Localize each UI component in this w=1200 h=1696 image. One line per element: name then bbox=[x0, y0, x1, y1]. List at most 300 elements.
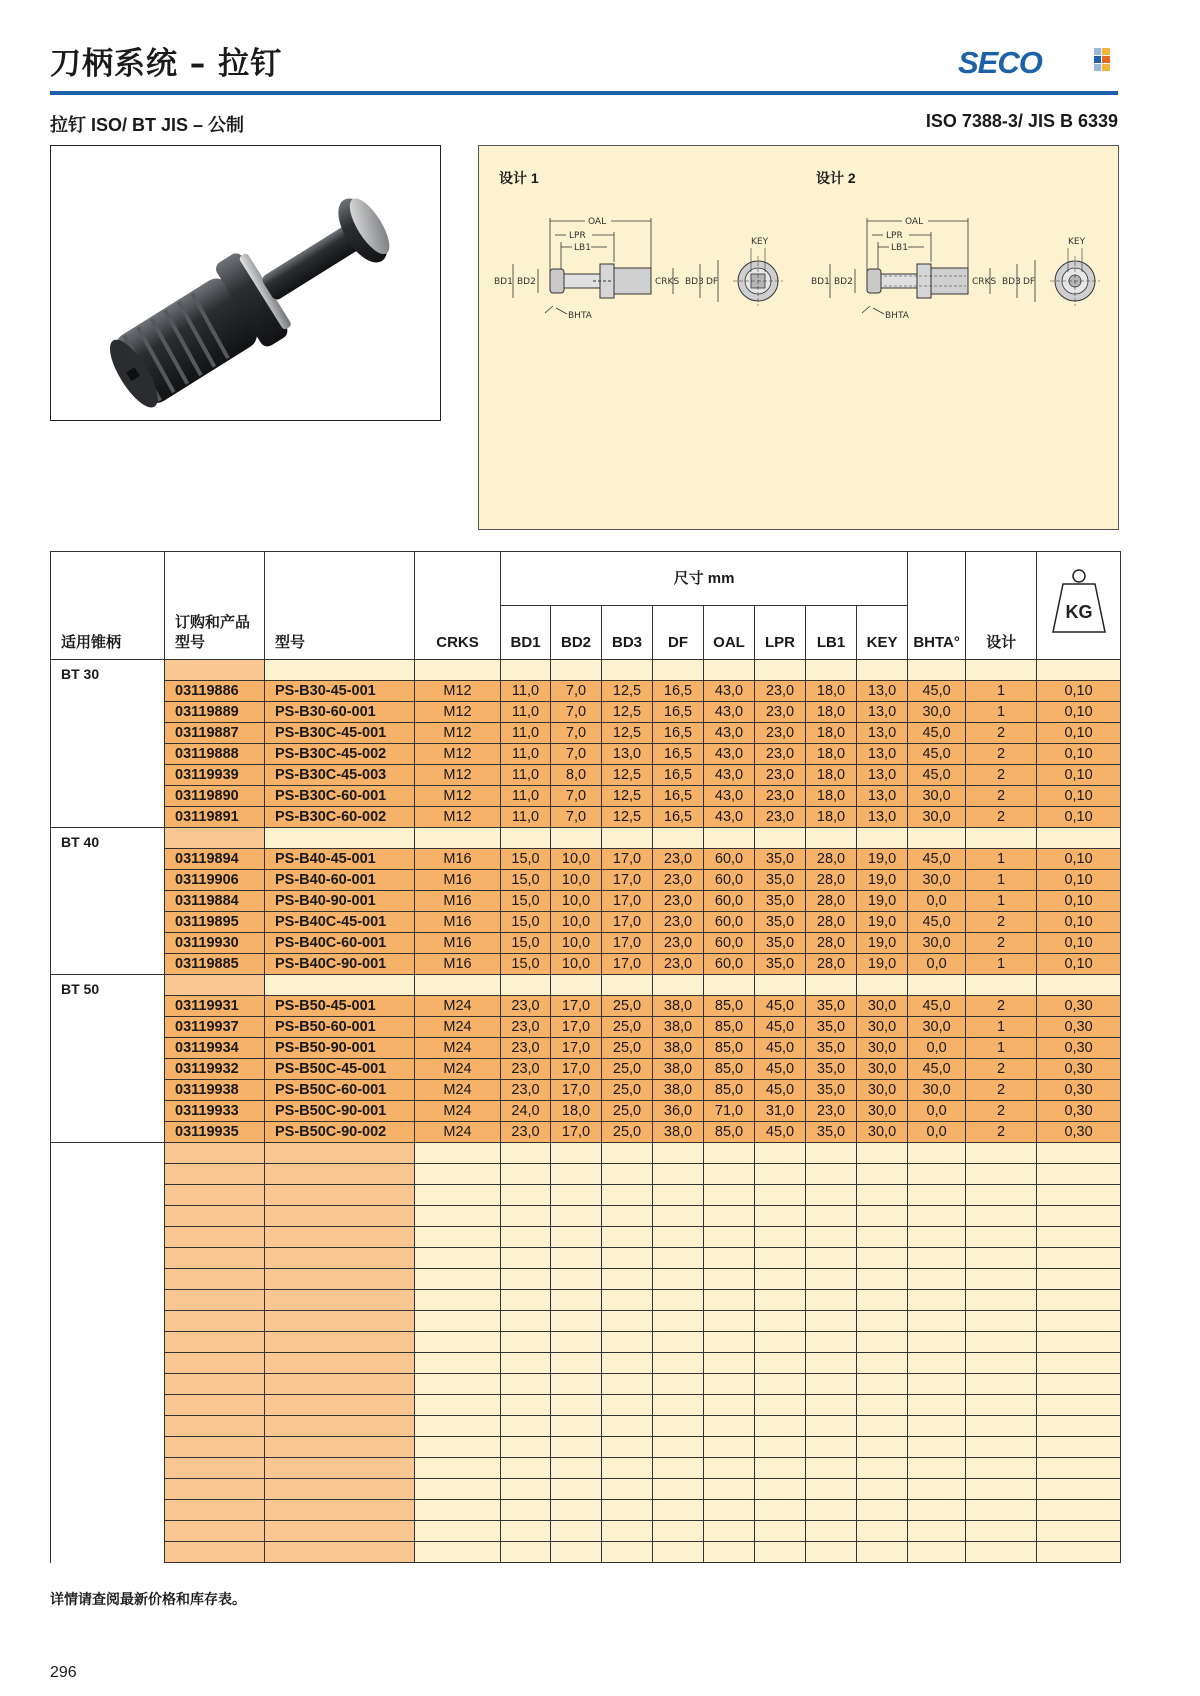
table-row bbox=[51, 1017, 1121, 1038]
footnote: 详情请查阅最新价格和库存表。 bbox=[50, 1592, 246, 1608]
value-cell: 25,0 bbox=[602, 1080, 653, 1101]
empty-row bbox=[51, 1521, 1121, 1542]
value-cell: 12,5 bbox=[602, 786, 653, 807]
empty-row bbox=[51, 1353, 1121, 1374]
svg-text:DF: DF bbox=[706, 277, 719, 287]
header-weight bbox=[1037, 552, 1121, 660]
value-cell: 31,0 bbox=[755, 1101, 806, 1122]
value-cell: 35,0 bbox=[806, 1038, 857, 1059]
value-cell: 23,0 bbox=[501, 1080, 551, 1101]
value-cell: 0,10 bbox=[1037, 870, 1121, 891]
model-cell: PS-B30-45-001 bbox=[265, 681, 415, 702]
pull-stud-table bbox=[50, 551, 1120, 1563]
value-cell: 45,0 bbox=[908, 996, 966, 1017]
value-cell: 35,0 bbox=[755, 912, 806, 933]
table-row bbox=[51, 1122, 1121, 1143]
value-cell: 13,0 bbox=[857, 744, 908, 765]
model-cell: PS-B50-45-001 bbox=[265, 996, 415, 1017]
header-design: 设计 bbox=[966, 552, 1037, 660]
header-bd2: BD2 bbox=[551, 606, 602, 660]
design-1-drawing bbox=[493, 214, 793, 324]
table-row bbox=[51, 996, 1121, 1017]
value-cell: 23,0 bbox=[755, 681, 806, 702]
order-code-cell: 03119884 bbox=[165, 891, 265, 912]
table-row bbox=[51, 786, 1121, 807]
value-cell: 16,5 bbox=[653, 723, 704, 744]
value-cell: 25,0 bbox=[602, 1059, 653, 1080]
empty-row bbox=[51, 1269, 1121, 1290]
header-oal: OAL bbox=[704, 606, 755, 660]
empty-row bbox=[51, 1185, 1121, 1206]
value-cell: 28,0 bbox=[806, 954, 857, 975]
model-cell: PS-B30C-45-003 bbox=[265, 765, 415, 786]
value-cell: 23,0 bbox=[755, 807, 806, 828]
order-code-cell: 03119933 bbox=[165, 1101, 265, 1122]
empty-row bbox=[51, 1500, 1121, 1521]
value-cell: 17,0 bbox=[602, 954, 653, 975]
page-title: 刀柄系统 – 拉钉 bbox=[50, 46, 283, 82]
header-bhta: BHTA° bbox=[908, 552, 966, 660]
table-row bbox=[51, 891, 1121, 912]
value-cell: 38,0 bbox=[653, 1122, 704, 1143]
value-cell: 11,0 bbox=[501, 744, 551, 765]
value-cell: 35,0 bbox=[806, 996, 857, 1017]
model-cell: PS-B30C-60-002 bbox=[265, 807, 415, 828]
value-cell: 2 bbox=[966, 1080, 1037, 1101]
value-cell: 45,0 bbox=[908, 1059, 966, 1080]
value-cell: 17,0 bbox=[602, 933, 653, 954]
value-cell: 30,0 bbox=[908, 1080, 966, 1101]
value-cell: 1 bbox=[966, 891, 1037, 912]
svg-text:DF: DF bbox=[1023, 277, 1036, 287]
value-cell: 18,0 bbox=[806, 681, 857, 702]
value-cell: 2 bbox=[966, 996, 1037, 1017]
value-cell: 0,30 bbox=[1037, 1038, 1121, 1059]
value-cell: 0,10 bbox=[1037, 723, 1121, 744]
value-cell: M12 bbox=[415, 765, 501, 786]
header-lpr: LPR bbox=[755, 606, 806, 660]
value-cell: 13,0 bbox=[857, 786, 908, 807]
order-code-cell: 03119935 bbox=[165, 1122, 265, 1143]
table-row bbox=[51, 870, 1121, 891]
value-cell: 30,0 bbox=[908, 702, 966, 723]
order-code-cell: 03119885 bbox=[165, 954, 265, 975]
value-cell: 15,0 bbox=[501, 849, 551, 870]
svg-text:BD3: BD3 bbox=[1002, 277, 1021, 287]
value-cell: 15,0 bbox=[501, 954, 551, 975]
value-cell: 45,0 bbox=[755, 1038, 806, 1059]
value-cell: 60,0 bbox=[704, 954, 755, 975]
header-key: KEY bbox=[857, 606, 908, 660]
value-cell: M12 bbox=[415, 702, 501, 723]
svg-text:BD1: BD1 bbox=[494, 277, 513, 287]
svg-text:BD3: BD3 bbox=[685, 277, 704, 287]
value-cell: 7,0 bbox=[551, 744, 602, 765]
value-cell: 0,30 bbox=[1037, 996, 1121, 1017]
value-cell: 0,10 bbox=[1037, 954, 1121, 975]
value-cell: 38,0 bbox=[653, 1038, 704, 1059]
value-cell: 23,0 bbox=[755, 765, 806, 786]
value-cell: 35,0 bbox=[806, 1080, 857, 1101]
header-dimensions-group: 尺寸 mm bbox=[501, 552, 908, 606]
empty-row bbox=[51, 1458, 1121, 1479]
value-cell: 23,0 bbox=[501, 1017, 551, 1038]
table-row bbox=[51, 765, 1121, 786]
value-cell: 2 bbox=[966, 1122, 1037, 1143]
model-cell: PS-B50C-90-002 bbox=[265, 1122, 415, 1143]
value-cell: 15,0 bbox=[501, 912, 551, 933]
value-cell: 60,0 bbox=[704, 933, 755, 954]
svg-text:OAL: OAL bbox=[588, 217, 607, 227]
value-cell: M16 bbox=[415, 849, 501, 870]
value-cell: 16,5 bbox=[653, 786, 704, 807]
page-number: 296 bbox=[50, 1664, 77, 1681]
brand-text: SECO bbox=[958, 45, 1042, 80]
value-cell: 10,0 bbox=[551, 933, 602, 954]
value-cell: 23,0 bbox=[501, 1122, 551, 1143]
design-2-drawing bbox=[810, 214, 1110, 324]
value-cell: 13,0 bbox=[857, 723, 908, 744]
group-spacer-row bbox=[51, 975, 1121, 996]
svg-text:BD1: BD1 bbox=[811, 277, 830, 287]
value-cell: 0,10 bbox=[1037, 744, 1121, 765]
svg-text:KG: KG bbox=[1065, 601, 1093, 622]
value-cell: 11,0 bbox=[501, 702, 551, 723]
value-cell: 85,0 bbox=[704, 1038, 755, 1059]
value-cell: 45,0 bbox=[755, 1080, 806, 1101]
value-cell: 19,0 bbox=[857, 891, 908, 912]
table-row bbox=[51, 954, 1121, 975]
value-cell: 1 bbox=[966, 870, 1037, 891]
value-cell: 2 bbox=[966, 912, 1037, 933]
table-row bbox=[51, 702, 1121, 723]
value-cell: 10,0 bbox=[551, 954, 602, 975]
svg-text:LB1: LB1 bbox=[574, 243, 591, 253]
value-cell: 17,0 bbox=[551, 1038, 602, 1059]
value-cell: 25,0 bbox=[602, 1017, 653, 1038]
value-cell: 30,0 bbox=[908, 786, 966, 807]
value-cell: M24 bbox=[415, 996, 501, 1017]
product-photo bbox=[50, 145, 441, 421]
value-cell: 7,0 bbox=[551, 786, 602, 807]
value-cell: 60,0 bbox=[704, 891, 755, 912]
value-cell: 23,0 bbox=[653, 891, 704, 912]
value-cell: 30,0 bbox=[857, 1101, 908, 1122]
value-cell: 45,0 bbox=[908, 849, 966, 870]
value-cell: 15,0 bbox=[501, 891, 551, 912]
value-cell: 18,0 bbox=[806, 807, 857, 828]
value-cell: 0,10 bbox=[1037, 807, 1121, 828]
svg-text:KEY: KEY bbox=[1068, 237, 1086, 247]
value-cell: 1 bbox=[966, 1038, 1037, 1059]
value-cell: 28,0 bbox=[806, 933, 857, 954]
value-cell: 15,0 bbox=[501, 933, 551, 954]
model-cell: PS-B50-90-001 bbox=[265, 1038, 415, 1059]
value-cell: 25,0 bbox=[602, 996, 653, 1017]
value-cell: 71,0 bbox=[704, 1101, 755, 1122]
value-cell: 19,0 bbox=[857, 870, 908, 891]
table-row bbox=[51, 723, 1121, 744]
value-cell: 30,0 bbox=[857, 1059, 908, 1080]
value-cell: 0,0 bbox=[908, 1101, 966, 1122]
value-cell: 45,0 bbox=[908, 681, 966, 702]
model-cell: PS-B40-45-001 bbox=[265, 849, 415, 870]
empty-row bbox=[51, 1374, 1121, 1395]
value-cell: 0,10 bbox=[1037, 891, 1121, 912]
order-code-cell: 03119890 bbox=[165, 786, 265, 807]
value-cell: M12 bbox=[415, 744, 501, 765]
svg-text:LPR: LPR bbox=[569, 231, 586, 241]
value-cell: 13,0 bbox=[857, 681, 908, 702]
value-cell: 17,0 bbox=[602, 912, 653, 933]
value-cell: 43,0 bbox=[704, 807, 755, 828]
empty-row bbox=[51, 1416, 1121, 1437]
value-cell: 16,5 bbox=[653, 681, 704, 702]
order-code-cell: 03119891 bbox=[165, 807, 265, 828]
value-cell: 35,0 bbox=[755, 849, 806, 870]
value-cell: 23,0 bbox=[653, 912, 704, 933]
shank-group-label: BT 50 bbox=[51, 975, 165, 1143]
value-cell: 43,0 bbox=[704, 723, 755, 744]
empty-row bbox=[51, 1248, 1121, 1269]
value-cell: 13,0 bbox=[602, 744, 653, 765]
value-cell: 45,0 bbox=[908, 723, 966, 744]
order-code-cell: 03119888 bbox=[165, 744, 265, 765]
table-row bbox=[51, 807, 1121, 828]
value-cell: 23,0 bbox=[755, 786, 806, 807]
value-cell: 45,0 bbox=[908, 912, 966, 933]
table-row bbox=[51, 933, 1121, 954]
value-cell: 23,0 bbox=[653, 933, 704, 954]
value-cell: 1 bbox=[966, 1017, 1037, 1038]
seco-logo bbox=[958, 44, 1118, 80]
svg-text:KEY: KEY bbox=[751, 237, 769, 247]
value-cell: M24 bbox=[415, 1122, 501, 1143]
value-cell: 35,0 bbox=[806, 1122, 857, 1143]
value-cell: 17,0 bbox=[551, 1059, 602, 1080]
value-cell: 30,0 bbox=[908, 1017, 966, 1038]
empty-row bbox=[51, 1395, 1121, 1416]
value-cell: M16 bbox=[415, 870, 501, 891]
value-cell: 30,0 bbox=[857, 1122, 908, 1143]
value-cell: 0,30 bbox=[1037, 1080, 1121, 1101]
header-df: DF bbox=[653, 606, 704, 660]
value-cell: 16,5 bbox=[653, 765, 704, 786]
order-code-cell: 03119895 bbox=[165, 912, 265, 933]
value-cell: 7,0 bbox=[551, 702, 602, 723]
value-cell: 45,0 bbox=[755, 1122, 806, 1143]
empty-row bbox=[51, 1227, 1121, 1248]
value-cell: M12 bbox=[415, 681, 501, 702]
svg-text:OAL: OAL bbox=[905, 217, 924, 227]
order-code-cell: 03119938 bbox=[165, 1080, 265, 1101]
model-cell: PS-B30-60-001 bbox=[265, 702, 415, 723]
group-spacer-row bbox=[51, 660, 1121, 681]
header-lb1: LB1 bbox=[806, 606, 857, 660]
value-cell: 2 bbox=[966, 723, 1037, 744]
empty-row bbox=[51, 1479, 1121, 1500]
order-code-cell: 03119939 bbox=[165, 765, 265, 786]
order-code-cell: 03119934 bbox=[165, 1038, 265, 1059]
value-cell: 38,0 bbox=[653, 1017, 704, 1038]
value-cell: 7,0 bbox=[551, 723, 602, 744]
value-cell: 1 bbox=[966, 681, 1037, 702]
value-cell: 38,0 bbox=[653, 1080, 704, 1101]
value-cell: 2 bbox=[966, 807, 1037, 828]
value-cell: 15,0 bbox=[501, 870, 551, 891]
value-cell: 2 bbox=[966, 786, 1037, 807]
value-cell: 85,0 bbox=[704, 1080, 755, 1101]
value-cell: 0,30 bbox=[1037, 1101, 1121, 1122]
model-cell: PS-B40-90-001 bbox=[265, 891, 415, 912]
value-cell: 43,0 bbox=[704, 702, 755, 723]
value-cell: 10,0 bbox=[551, 849, 602, 870]
value-cell: 45,0 bbox=[908, 765, 966, 786]
empty-row bbox=[51, 1290, 1121, 1311]
value-cell: M12 bbox=[415, 807, 501, 828]
value-cell: 23,0 bbox=[653, 849, 704, 870]
value-cell: 38,0 bbox=[653, 1059, 704, 1080]
table-row bbox=[51, 1038, 1121, 1059]
value-cell: 0,0 bbox=[908, 1122, 966, 1143]
model-cell: PS-B50-60-001 bbox=[265, 1017, 415, 1038]
value-cell: 17,0 bbox=[551, 1080, 602, 1101]
value-cell: 43,0 bbox=[704, 786, 755, 807]
order-code-cell: 03119887 bbox=[165, 723, 265, 744]
value-cell: 12,5 bbox=[602, 702, 653, 723]
value-cell: 43,0 bbox=[704, 765, 755, 786]
value-cell: 17,0 bbox=[602, 870, 653, 891]
table-row bbox=[51, 1059, 1121, 1080]
model-cell: PS-B40C-90-001 bbox=[265, 954, 415, 975]
value-cell: 35,0 bbox=[755, 891, 806, 912]
value-cell: 1 bbox=[966, 702, 1037, 723]
value-cell: 2 bbox=[966, 744, 1037, 765]
value-cell: 13,0 bbox=[857, 702, 908, 723]
value-cell: 23,0 bbox=[501, 1038, 551, 1059]
value-cell: 35,0 bbox=[806, 1059, 857, 1080]
value-cell: M24 bbox=[415, 1059, 501, 1080]
title-divider bbox=[50, 91, 1118, 95]
model-cell: PS-B30C-45-002 bbox=[265, 744, 415, 765]
value-cell: 28,0 bbox=[806, 891, 857, 912]
value-cell: 0,10 bbox=[1037, 786, 1121, 807]
value-cell: 1 bbox=[966, 849, 1037, 870]
value-cell: 16,5 bbox=[653, 744, 704, 765]
value-cell: 28,0 bbox=[806, 870, 857, 891]
header-crks: CRKS bbox=[415, 552, 501, 660]
empty-row bbox=[51, 1311, 1121, 1332]
value-cell: 0,30 bbox=[1037, 1122, 1121, 1143]
value-cell: 17,0 bbox=[551, 1122, 602, 1143]
value-cell: 0,30 bbox=[1037, 1017, 1121, 1038]
weight-icon bbox=[1051, 566, 1107, 640]
svg-text:BD2: BD2 bbox=[517, 277, 536, 287]
group-spacer-row bbox=[51, 828, 1121, 849]
order-code-cell: 03119931 bbox=[165, 996, 265, 1017]
value-cell: 35,0 bbox=[755, 870, 806, 891]
header-model: 型号 bbox=[265, 552, 415, 660]
value-cell: 30,0 bbox=[908, 933, 966, 954]
value-cell: 16,5 bbox=[653, 702, 704, 723]
design-2-label: 设计 2 bbox=[816, 170, 856, 186]
header-order-code: 订购和产品型号 bbox=[165, 552, 265, 660]
empty-row bbox=[51, 1206, 1121, 1227]
design-1-label: 设计 1 bbox=[499, 170, 539, 186]
value-cell: 18,0 bbox=[806, 744, 857, 765]
value-cell: 85,0 bbox=[704, 1059, 755, 1080]
value-cell: 11,0 bbox=[501, 681, 551, 702]
value-cell: 8,0 bbox=[551, 765, 602, 786]
value-cell: 45,0 bbox=[908, 744, 966, 765]
value-cell: M12 bbox=[415, 723, 501, 744]
value-cell: 0,10 bbox=[1037, 765, 1121, 786]
value-cell: 10,0 bbox=[551, 912, 602, 933]
value-cell: 43,0 bbox=[704, 744, 755, 765]
value-cell: 36,0 bbox=[653, 1101, 704, 1122]
svg-text:CRKS: CRKS bbox=[655, 277, 680, 287]
svg-text:LPR: LPR bbox=[886, 231, 903, 241]
model-cell: PS-B50C-90-001 bbox=[265, 1101, 415, 1122]
table-row bbox=[51, 849, 1121, 870]
model-cell: PS-B40-60-001 bbox=[265, 870, 415, 891]
model-cell: PS-B40C-45-001 bbox=[265, 912, 415, 933]
value-cell: 0,10 bbox=[1037, 702, 1121, 723]
value-cell: 16,5 bbox=[653, 807, 704, 828]
empty-row bbox=[51, 1164, 1121, 1185]
value-cell: 18,0 bbox=[806, 702, 857, 723]
header-bd3: BD3 bbox=[602, 606, 653, 660]
model-cell: PS-B50C-60-001 bbox=[265, 1080, 415, 1101]
value-cell: 12,5 bbox=[602, 807, 653, 828]
value-cell: M24 bbox=[415, 1017, 501, 1038]
value-cell: 19,0 bbox=[857, 933, 908, 954]
value-cell: M12 bbox=[415, 786, 501, 807]
value-cell: 12,5 bbox=[602, 681, 653, 702]
value-cell: 18,0 bbox=[806, 786, 857, 807]
value-cell: 2 bbox=[966, 765, 1037, 786]
value-cell: 35,0 bbox=[755, 933, 806, 954]
technical-diagram bbox=[478, 145, 1119, 530]
value-cell: 28,0 bbox=[806, 912, 857, 933]
value-cell: 10,0 bbox=[551, 891, 602, 912]
order-code-cell: 03119886 bbox=[165, 681, 265, 702]
standard-label: ISO 7388-3/ JIS B 6339 bbox=[925, 111, 1118, 131]
value-cell: 30,0 bbox=[857, 1017, 908, 1038]
header-bd1: BD1 bbox=[501, 606, 551, 660]
value-cell: 45,0 bbox=[755, 996, 806, 1017]
value-cell: M24 bbox=[415, 1038, 501, 1059]
empty-row bbox=[51, 1332, 1121, 1353]
model-cell: PS-B30C-60-001 bbox=[265, 786, 415, 807]
table-row bbox=[51, 744, 1121, 765]
value-cell: 11,0 bbox=[501, 765, 551, 786]
value-cell: 23,0 bbox=[501, 996, 551, 1017]
value-cell: 30,0 bbox=[908, 807, 966, 828]
model-cell: PS-B40C-60-001 bbox=[265, 933, 415, 954]
value-cell: 18,0 bbox=[806, 723, 857, 744]
value-cell: 7,0 bbox=[551, 807, 602, 828]
order-code-cell: 03119889 bbox=[165, 702, 265, 723]
page-subtitle: 拉钉 ISO/ BT JIS – 公制 bbox=[50, 115, 245, 135]
value-cell: 60,0 bbox=[704, 870, 755, 891]
value-cell: 85,0 bbox=[704, 996, 755, 1017]
order-code-cell: 03119930 bbox=[165, 933, 265, 954]
table-row bbox=[51, 1101, 1121, 1122]
order-code-cell: 03119932 bbox=[165, 1059, 265, 1080]
value-cell: 2 bbox=[966, 933, 1037, 954]
svg-text:CRKS: CRKS bbox=[972, 277, 997, 287]
